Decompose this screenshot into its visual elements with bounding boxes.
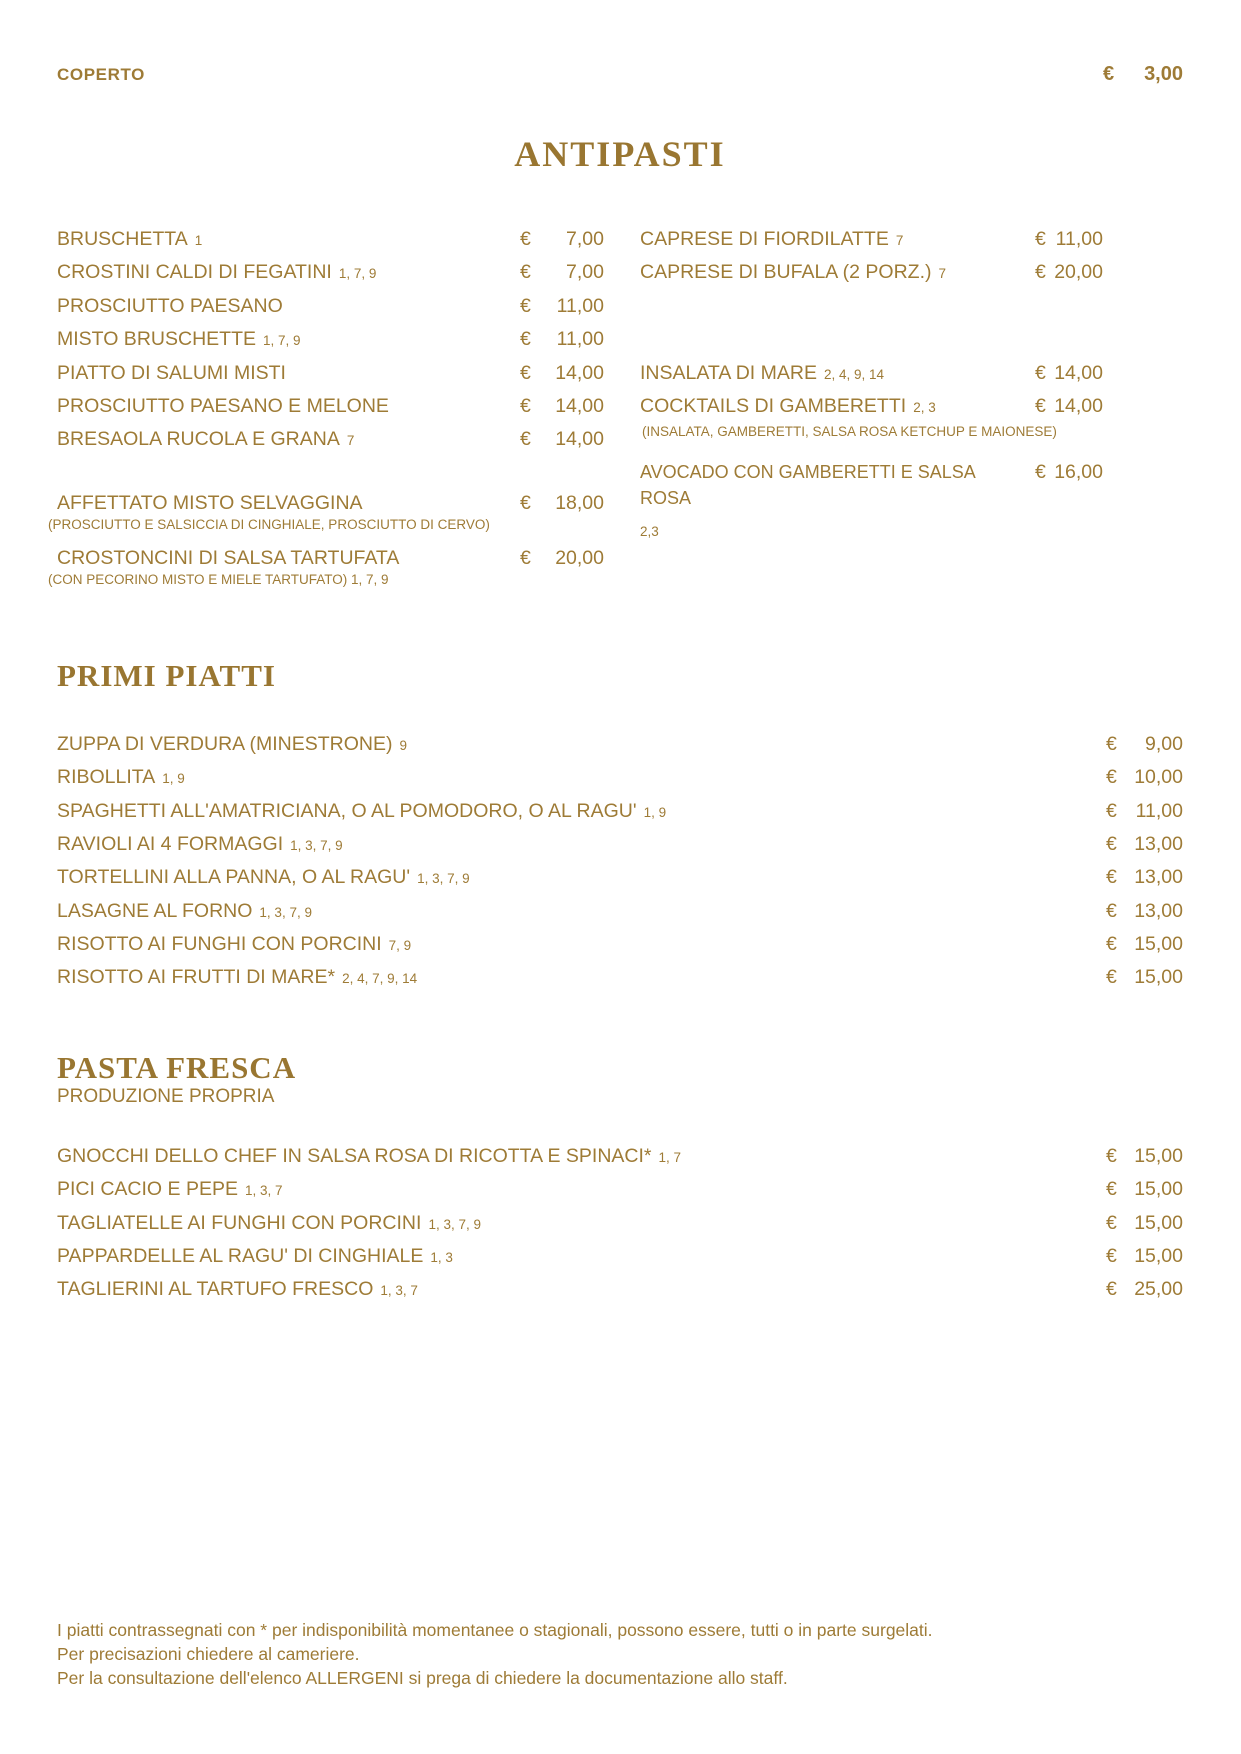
item-name: BRUSCHETTA	[57, 228, 188, 250]
price-amount: 7,00	[566, 261, 604, 284]
item-note: (INSALATA, GAMBERETTI, SALSA ROSA KETCHUP E MAIONESE)	[642, 423, 1057, 439]
item-note: (PROSCIUTTO E SALSICCIA DI CINGHIALE, PROSCIUTTO DI CERVO)	[48, 516, 490, 532]
euro-symbol: €	[1106, 799, 1117, 822]
primi-piatti-title: PRIMI PIATTI	[57, 657, 276, 693]
item-allergens: 2, 4, 9, 14	[824, 366, 885, 382]
price-amount: 15,00	[1134, 966, 1183, 989]
euro-symbol: €	[1035, 460, 1046, 483]
euro-symbol: €	[520, 228, 531, 250]
item-allergens: 1, 9	[643, 804, 667, 820]
price-amount: 14,00	[1054, 395, 1103, 418]
price-amount: 18,00	[555, 491, 604, 514]
item-allergens: 7, 9	[388, 938, 412, 954]
euro-symbol: €	[520, 261, 531, 284]
item-price	[520, 489, 604, 517]
price-amount: 10,00	[1134, 766, 1183, 789]
item-price	[520, 390, 604, 423]
item-name: CROSTONCINI DI SALSA TARTUFATA	[57, 546, 400, 569]
item-name: CAPRESE DI FIORDILATTE	[640, 228, 889, 250]
item-allergens: 1	[194, 233, 203, 248]
item-allergens: 1, 3, 7	[244, 1183, 283, 1199]
item-name: RISOTTO AI FRUTTI DI MARE*	[57, 966, 336, 989]
euro-symbol: €	[1106, 1178, 1117, 1201]
price-amount: 15,00	[1134, 1245, 1183, 1268]
price-amount: 25,00	[1134, 1278, 1183, 1301]
item-price	[1106, 1173, 1183, 1206]
item-price	[1035, 223, 1103, 256]
footer-line-3: Per la consultazione dell'elenco ALLERGENI si prega di chiedere la documentazione allo staff.	[57, 1667, 788, 1688]
menu-item-row	[57, 728, 1183, 761]
euro-symbol: €	[520, 394, 531, 417]
menu-item-row	[57, 795, 1183, 828]
menu-item-row	[57, 290, 604, 323]
item-name: RISOTTO AI FUNGHI CON PORCINI	[57, 933, 382, 956]
item-name: TAGLIATELLE AI FUNGHI CON PORCINI	[57, 1211, 422, 1234]
coperto-price	[1103, 62, 1183, 86]
price-amount: 15,00	[1134, 1144, 1183, 1167]
antipasti-title: ANTIPASTI	[514, 134, 726, 174]
item-allergens: 7	[895, 233, 904, 248]
euro-symbol: €	[1106, 832, 1117, 855]
item-name: CROSTINI CALDI DI FEGATINI	[57, 261, 332, 284]
item-name: AFFETTATO MISTO SELVAGGINA	[57, 491, 363, 514]
euro-symbol: €	[520, 491, 531, 514]
item-price	[1106, 961, 1183, 994]
euro-symbol: €	[1035, 228, 1046, 250]
item-allergens: 7	[938, 266, 947, 282]
euro-symbol: €	[520, 328, 531, 351]
item-note: (CON PECORINO MISTO E MIELE TARTUFATO) 1, 7, 9	[48, 571, 389, 587]
antipasti-left-column	[48, 223, 604, 587]
price-amount: 14,00	[555, 394, 604, 417]
item-allergens: 1, 9	[162, 771, 185, 787]
price-amount: 9,00	[1145, 732, 1183, 755]
item-name: TORTELLINI ALLA PANNA, O AL RAGU'	[57, 866, 411, 889]
item-allergens: 2, 3	[913, 400, 936, 416]
item-price	[1106, 861, 1183, 894]
item-price	[1035, 357, 1103, 390]
item-name: AVOCADO CON GAMBERETTI E SALSA ROSA	[640, 461, 975, 508]
menu-item-row	[640, 256, 1103, 289]
item-name: PROSCIUTTO PAESANO E MELONE	[57, 394, 389, 417]
menu-item-row	[57, 828, 1183, 861]
price-amount: 20,00	[1054, 261, 1103, 284]
primi-piatti-section	[57, 728, 1183, 995]
item-price	[1106, 728, 1183, 761]
item-price	[1106, 1207, 1183, 1240]
price-amount: 15,00	[1134, 933, 1183, 956]
item-name: PICI CACIO E PEPE	[57, 1178, 238, 1201]
euro-symbol: €	[1106, 766, 1117, 789]
item-price	[1106, 1273, 1183, 1306]
item-allergens: 7	[346, 433, 355, 449]
euro-symbol: €	[520, 294, 531, 317]
item-name: RIBOLLITA	[57, 766, 156, 789]
column-spacer	[640, 439, 1103, 460]
euro-symbol: €	[1106, 1278, 1117, 1301]
euro-symbol: €	[1035, 261, 1046, 284]
item-price	[1106, 828, 1183, 861]
item-price	[1106, 928, 1183, 961]
euro-symbol: €	[1106, 1144, 1117, 1167]
item-price	[1106, 1240, 1183, 1273]
price-amount: 11,00	[556, 328, 604, 351]
antipasti-right-column	[640, 223, 1103, 587]
price-amount: 7,00	[566, 228, 604, 250]
menu-item-row	[57, 1207, 1183, 1240]
item-allergens: 2, 4, 7, 9, 14	[342, 971, 418, 987]
footer-line-1: I piatti contrassegnati con * per indisponibilità momentanee o stagionali, possono essere, tutti o in parte surgelati.	[57, 1619, 933, 1640]
menu-item-row	[57, 390, 604, 423]
item-name: BRESAOLA RUCOLA E GRANA	[57, 428, 340, 451]
item-allergens: 2,3	[640, 523, 659, 539]
price-amount: 14,00	[555, 428, 604, 451]
item-name-wrap	[640, 460, 1027, 544]
item-price	[1106, 795, 1183, 828]
price-amount: 11,00	[1055, 228, 1103, 250]
price-amount: 13,00	[1134, 832, 1183, 855]
menu-item-row	[640, 223, 1103, 256]
item-allergens: 1, 3, 7, 9	[428, 1216, 481, 1232]
item-price	[1106, 761, 1183, 794]
price-amount: 14,00	[1054, 361, 1103, 384]
price-amount: 11,00	[1135, 799, 1183, 822]
item-allergens: 1, 3, 7, 9	[417, 871, 470, 887]
euro-symbol: €	[1103, 63, 1115, 85]
price-amount: 13,00	[1134, 866, 1183, 889]
coperto-row	[57, 62, 1183, 87]
euro-symbol: €	[1035, 361, 1046, 384]
item-name: GNOCCHI DELLO CHEF IN SALSA ROSA DI RICOTTA E SPINACI*	[57, 1144, 652, 1167]
item-price	[1106, 1140, 1183, 1173]
item-name: PAPPARDELLE AL RAGU' DI CINGHIALE	[57, 1245, 424, 1268]
item-allergens: 1, 3, 7	[380, 1283, 418, 1299]
menu-item-row	[57, 861, 1183, 894]
item-name: CAPRESE DI BUFALA (2 PORZ.)	[640, 261, 932, 284]
menu-item-row	[640, 460, 1103, 544]
menu-item-row	[57, 928, 1183, 961]
price-amount: 14,00	[555, 361, 604, 384]
menu-item-row	[57, 423, 604, 456]
euro-symbol: €	[520, 546, 531, 569]
item-price	[1035, 390, 1103, 423]
item-allergens: 1, 7, 9	[263, 333, 301, 349]
menu-item-row	[57, 895, 1183, 928]
footer	[57, 1618, 1183, 1690]
menu-item-row	[57, 223, 604, 256]
euro-symbol: €	[1106, 1245, 1117, 1268]
euro-symbol: €	[1106, 732, 1117, 755]
euro-symbol: €	[1035, 395, 1046, 418]
menu-item-row	[57, 544, 604, 572]
item-name: RAVIOLI AI 4 FORMAGGI	[57, 832, 284, 855]
euro-symbol: €	[1106, 1211, 1117, 1234]
item-name: PROSCIUTTO PAESANO	[57, 294, 283, 317]
price-amount: 13,00	[1134, 899, 1183, 922]
euro-symbol: €	[520, 428, 531, 451]
item-price	[1035, 256, 1103, 289]
price-amount: 15,00	[1134, 1211, 1183, 1234]
item-price	[520, 544, 604, 572]
euro-symbol: €	[1106, 933, 1117, 956]
price-amount: 16,00	[1054, 460, 1103, 483]
euro-symbol: €	[520, 361, 531, 384]
item-price	[520, 223, 604, 256]
pasta-fresca-title: PASTA FRESCA	[57, 1049, 297, 1085]
column-spacer	[640, 290, 1103, 357]
item-price	[1106, 895, 1183, 928]
antipasti-section	[48, 223, 1183, 587]
menu-item-row	[640, 390, 1103, 423]
pasta-fresca-section	[57, 1140, 1183, 1307]
price-amount: 20,00	[555, 546, 604, 569]
item-name: TAGLIERINI AL TARTUFO FRESCO	[57, 1278, 374, 1301]
item-price	[520, 357, 604, 390]
item-price	[520, 323, 604, 356]
item-price	[520, 256, 604, 289]
item-allergens: 1, 7	[658, 1149, 682, 1165]
menu-item-row	[57, 1273, 1183, 1306]
item-name: MISTO BRUSCHETTE	[57, 328, 256, 351]
menu-item-row	[57, 357, 604, 390]
item-allergens: 1, 7, 9	[338, 266, 377, 282]
menu-item-row	[57, 1140, 1183, 1173]
euro-symbol: €	[1106, 966, 1117, 989]
menu-item-row	[57, 489, 604, 517]
item-name: SPAGHETTI ALL'AMATRICIANA, O AL POMODORO, O AL RAGU'	[57, 799, 637, 822]
price-amount: 11,00	[556, 294, 604, 317]
item-price	[520, 423, 604, 456]
price-amount: 3,00	[1144, 63, 1183, 85]
menu-item-row	[57, 1173, 1183, 1206]
euro-symbol: €	[1106, 899, 1117, 922]
menu-item-row	[57, 323, 604, 356]
item-price	[1035, 460, 1103, 484]
item-allergens: 1, 3, 7, 9	[259, 904, 312, 920]
item-allergens: 1, 3, 7, 9	[290, 837, 343, 853]
item-name: ZUPPA DI VERDURA (MINESTRONE)	[57, 732, 393, 755]
menu-item-row	[57, 256, 604, 289]
pasta-fresca-subtitle: PRODUZIONE PROPRIA	[57, 1085, 275, 1107]
menu-item-row	[640, 357, 1103, 390]
menu-item-row	[57, 761, 1183, 794]
item-name: LASAGNE AL FORNO	[57, 899, 253, 922]
item-name: COCKTAILS DI GAMBERETTI	[640, 395, 907, 418]
coperto-label: COPERTO	[57, 65, 145, 84]
menu-item-row	[57, 961, 1183, 994]
item-allergens: 1, 3	[430, 1250, 453, 1266]
item-allergens: 9	[399, 737, 408, 753]
item-price	[520, 290, 604, 323]
price-amount: 15,00	[1134, 1178, 1183, 1201]
item-name: PIATTO DI SALUMI MISTI	[57, 361, 286, 384]
footer-line-2: Per precisazioni chiedere al cameriere.	[57, 1643, 360, 1664]
item-name: INSALATA DI MARE	[640, 361, 817, 384]
menu-item-row	[57, 1240, 1183, 1273]
euro-symbol: €	[1106, 866, 1117, 889]
